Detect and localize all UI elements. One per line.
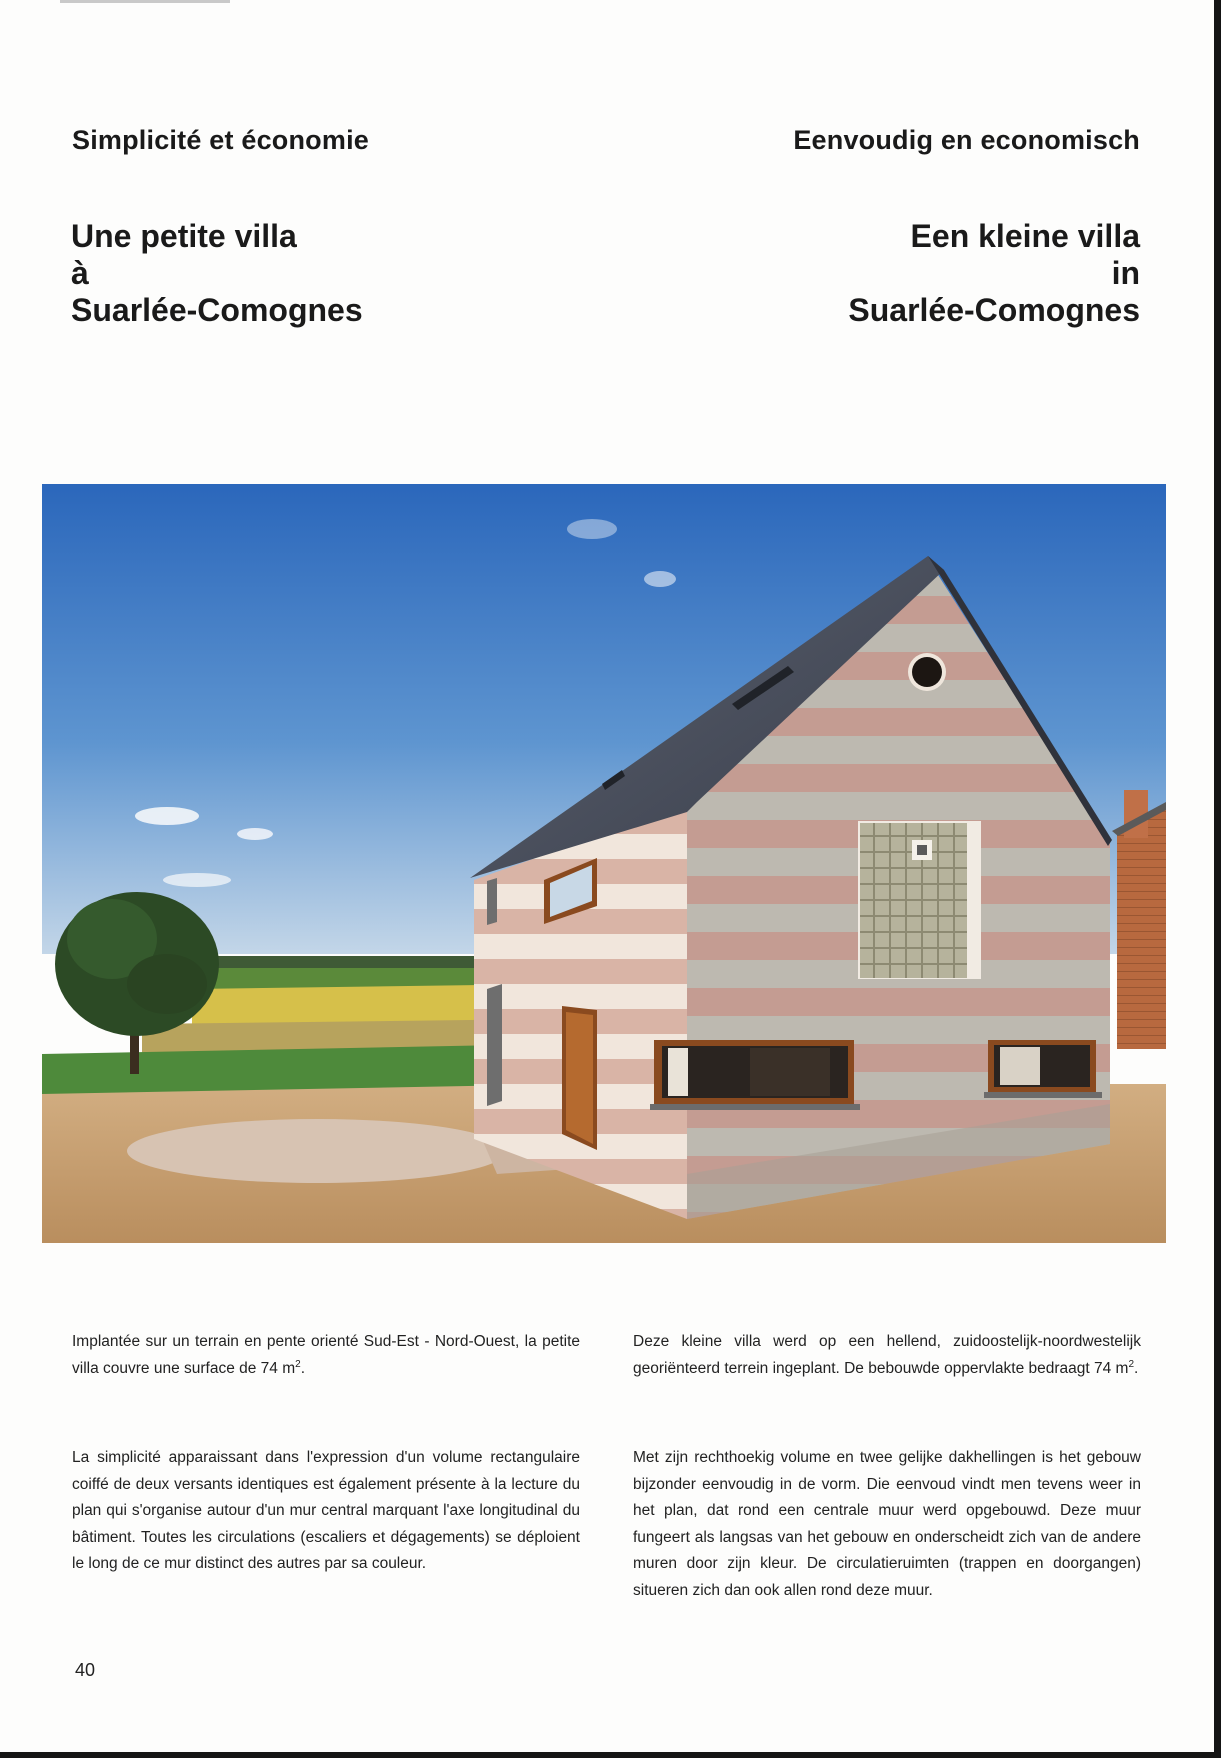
paragraph-nl-1-end: . bbox=[1134, 1359, 1139, 1377]
paragraph-nl-1-text: Deze kleine villa werd op een hellend, zuidoostelijk-noordwestelijk georiënteerd terrein ingeplant. De bebouwde oppervlakte bedraagt 74 m bbox=[633, 1333, 1141, 1377]
article-title-fr bbox=[71, 218, 363, 329]
paragraph-fr-1 bbox=[72, 1329, 580, 1382]
paragraph-nl-1 bbox=[633, 1329, 1141, 1382]
superscript-fr: 2 bbox=[295, 1358, 301, 1370]
title-fr-line-3: Suarlée-Comognes bbox=[71, 292, 363, 328]
paragraph-fr-1-text: Implantée sur un terrain en pente orienté Sud-Est - Nord-Ouest, la petite villa couvre une surface de 74 m bbox=[72, 1333, 580, 1377]
paragraph-nl-2-text: Met zijn rechthoekig volume en twee gelijke dakhellingen is het gebouw bijzonder eenvoudig in de vorm. Die eenvoud vindt men tevens weer in het plan, dat rond een centrale muur werd opgebouwd. Deze muur fungeert als langsas van het gebouw en onderscheidt zich van de andere muren door zijn kleur. De circulatieruimten (trappen en doorgangen) situeren zich dan ook allen rond deze muur. bbox=[633, 1449, 1141, 1599]
title-fr-line-2: à bbox=[71, 255, 89, 291]
house-photo bbox=[42, 484, 1166, 1243]
scan-edge-right bbox=[1214, 0, 1221, 1758]
paragraph-nl-2 bbox=[633, 1445, 1141, 1604]
section-heading-nl: Eenvoudig en economisch bbox=[793, 125, 1140, 155]
paragraph-fr-1-end: . bbox=[300, 1359, 306, 1377]
title-nl-line-3: Suarlée-Comognes bbox=[848, 292, 1140, 328]
scan-edge-bottom bbox=[0, 1752, 1221, 1758]
title-nl-line-2: in bbox=[1111, 255, 1140, 291]
title-fr-line-1: Une petite villa bbox=[71, 218, 297, 254]
article-title-nl bbox=[848, 218, 1140, 329]
paragraph-fr-2-text: La simplicité apparaissant dans l'expression d'un volume rectangulaire coiffé de deux versants identiques est également présente à la lecture du plan qui s'organise autour d'un mur central marquant l'axe longitudinal du bâtiment. Toutes les circulations (escaliers et dégagements) se déploient le long de ce mur distinct des autres par sa couleur. bbox=[72, 1449, 580, 1572]
paragraph-fr-2 bbox=[72, 1445, 580, 1578]
superscript-nl: 2 bbox=[1128, 1358, 1135, 1370]
title-nl-line-1: Een kleine villa bbox=[910, 218, 1140, 254]
page-number: 40 bbox=[75, 1660, 96, 1680]
section-heading-fr: Simplicité et économie bbox=[72, 125, 369, 155]
scan-edge-top bbox=[60, 0, 230, 3]
